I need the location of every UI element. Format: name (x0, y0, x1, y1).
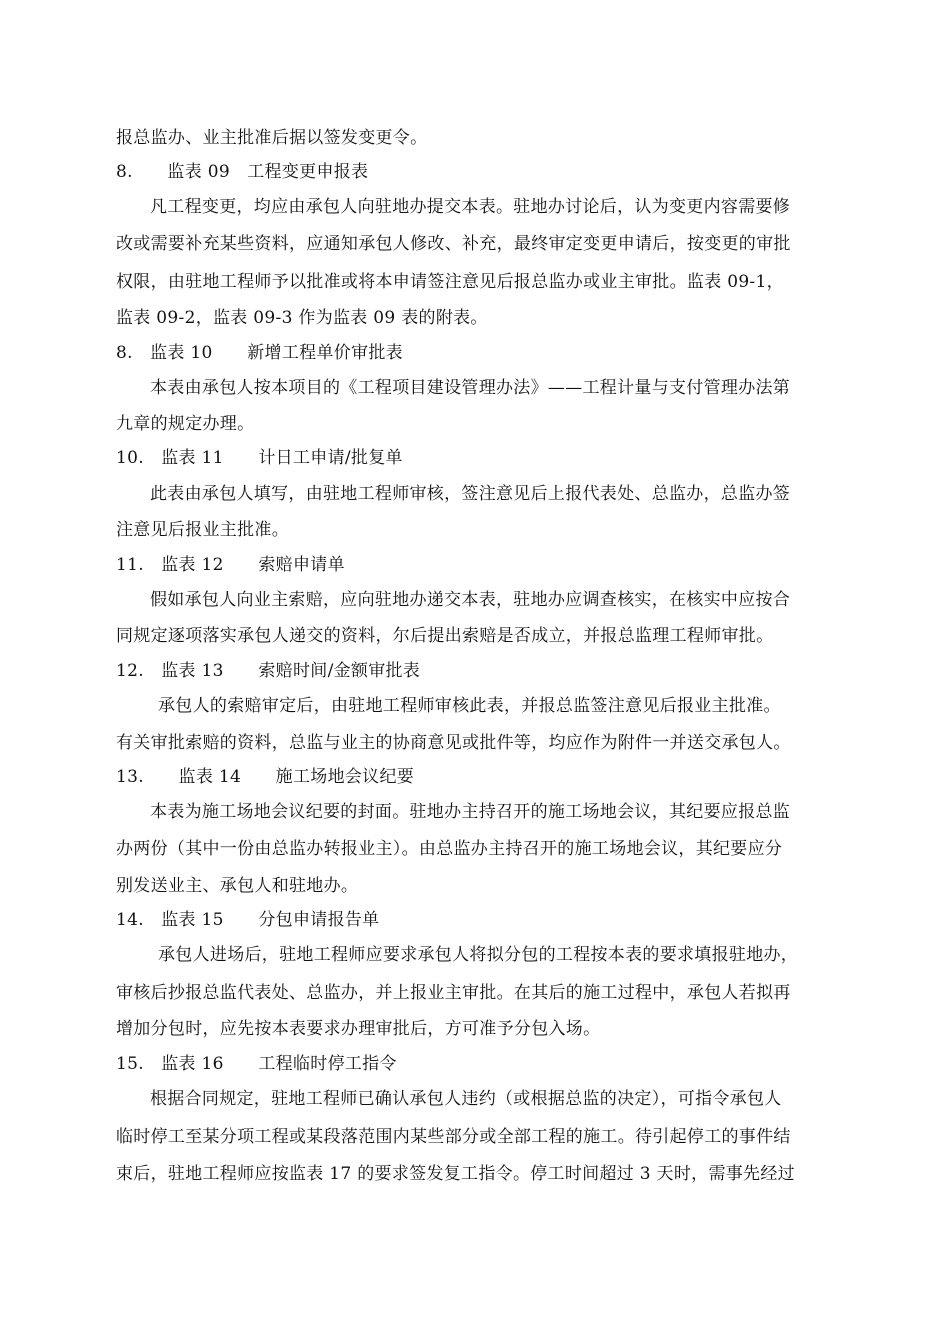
paragraph-line: 审核后抄报总监代表处、总监办，并上报业主审批。在其后的施工过程中，承包人若拟再 (116, 983, 791, 1003)
paragraph-line: 同规定逐项落实承包人递交的资料，尔后提出索赔是否成立，并报总监理工程师审批。 (116, 626, 774, 646)
paragraph-line: 九章的规定办理。 (116, 414, 255, 434)
section-heading-13: 12. 监表 13 索赔时间/金额审批表 (116, 661, 421, 681)
section-heading-11: 10. 监表 11 计日工申请/批复单 (116, 448, 403, 468)
paragraph-line: 凡工程变更，均应由承包人向驻地办提交本表。驻地办讨论后，认为变更内容需要修 (150, 197, 791, 217)
paragraph-line: 改或需要补充某些资料，应通知承包人修改、补充，最终审定变更申请后，按变更的审批 (116, 234, 791, 254)
section-heading-12: 11. 监表 12 索赔申请单 (116, 555, 345, 575)
paragraph-line: 监表 09-2，监表 09-3 作为监表 09 表的附表。 (116, 308, 488, 328)
section-heading-09: 8. 监表 09 工程变更申报表 (116, 162, 369, 182)
paragraph-line: 承包人的索赔审定后，由驻地工程师审核此表，并报总监签注意见后报业主批准。 (158, 696, 781, 716)
paragraph-line: 束后，驻地工程师应按监表 17 的要求签发复工指令。停工时间超过 3 天时，需事先经过 (116, 1164, 795, 1184)
section-heading-16: 15. 监表 16 工程临时停工指令 (116, 1054, 397, 1074)
paragraph-line: 本表为施工场地会议纪要的封面。驻地办主持召开的施工场地会议，其纪要应报总监 (150, 802, 791, 822)
paragraph-line: 增加分包时，应先按本表要求办理审批后，方可准予分包入场。 (116, 1019, 601, 1039)
paragraph-line: 临时停工至某分项工程或某段落范围内某些部分或全部工程的施工。待引起停工的事件结 (116, 1127, 791, 1147)
paragraph-line: 假如承包人向业主索赔，应向驻地办递交本表，驻地办应调查核实，在核实中应按合 (150, 590, 791, 610)
paragraph-line: 报总监办、业主批准后据以签发变更令。 (116, 128, 428, 148)
section-heading-15: 14. 监表 15 分包申请报告单 (116, 910, 380, 930)
paragraph-line: 别发送业主、承包人和驻地办。 (116, 876, 359, 896)
paragraph-line: 承包人进场后，驻地工程师应要求承包人将拟分包的工程按本表的要求填报驻地办， (158, 945, 799, 965)
paragraph-line: 根据合同规定，驻地工程师已确认承包人违约（或根据总监的决定），可指令承包人 (150, 1089, 782, 1109)
section-heading-14: 13. 监表 14 施工场地会议纪要 (116, 767, 415, 787)
section-heading-10: 8. 监表 10 新增工程单价审批表 (116, 343, 403, 363)
paragraph-line: 本表由承包人按本项目的《工程项目建设管理办法》——工程计量与支付管理办法第 (150, 378, 791, 398)
paragraph-line: 注意见后报业主批准。 (116, 520, 289, 540)
paragraph-line: 权限，由驻地工程师予以批准或将本申请签注意见后报总监办或业主审批。监表 09-1， (116, 272, 784, 292)
paragraph-line: 此表由承包人填写，由驻地工程师审核，签注意见后上报代表处、总监办，总监办签 (150, 484, 791, 504)
paragraph-line: 办两份（其中一份由总监办转报业主）。由总监办主持召开的施工场地会议，其纪要应分 (116, 839, 783, 859)
paragraph-line: 有关审批索赔的资料，总监与业主的协商意见或批件等，均应作为附件一并送交承包人。 (116, 733, 791, 753)
